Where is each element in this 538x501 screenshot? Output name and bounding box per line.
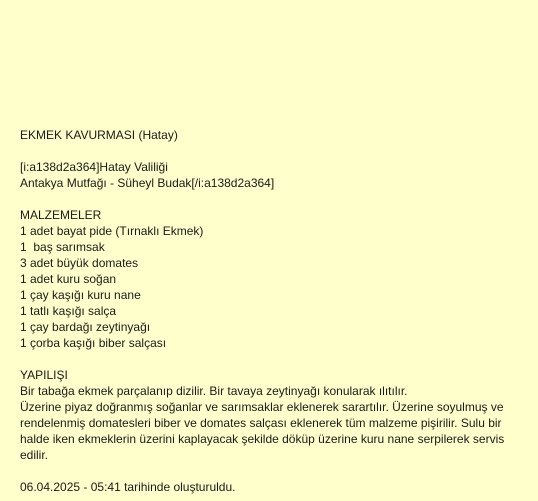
ingredient-item: 1 çay kaşığı kuru nane — [20, 288, 141, 302]
spacer — [20, 143, 525, 159]
spacer — [20, 191, 525, 207]
source-line-2: Antakya Mutfağı - Süheyl Budak[/i:a138d2a364] — [20, 176, 275, 190]
method-heading: YAPILIŞI — [20, 368, 68, 382]
ingredient-item: 1 adet kuru soğan — [20, 272, 117, 286]
method-step: Bir tabağa ekmek parçalanıp dizilir. Bir tavaya zeytinyağı konularak ılıtılır. — [20, 384, 408, 398]
source-line-1: [i:a138d2a364]Hatay Valiliği — [20, 160, 168, 174]
ingredient-item: 1 çay bardağı zeytinyağı — [20, 320, 151, 334]
ingredient-item: 1 baş sarımsak — [20, 240, 105, 254]
ingredient-item: 3 adet büyük domates — [20, 256, 139, 270]
ingredients-heading: MALZEMELER — [20, 208, 102, 222]
ingredient-item: 1 adet bayat pide (Tırnaklı Ekmek) — [20, 224, 204, 238]
recipe-document — [20, 127, 525, 495]
created-footer: 06.04.2025 - 05:41 tarihinde oluşturuldu. — [20, 480, 236, 494]
ingredient-item: 1 çorba kaşığı biber salçası — [20, 336, 167, 350]
spacer — [20, 351, 525, 367]
ingredient-item: 1 tatlı kaşığı salça — [20, 304, 117, 318]
spacer — [20, 463, 525, 479]
method-step: Üzerine piyaz doğranmış soğanlar ve sarımsaklar eklenerek sarartılır. Üzerine soyulmuş ve rendelenmiş domatesleri biber ve domates salçası eklenerek tüm malzeme pişirilir. Sulu bir halde iken ekmeklerin üzerini kaplayacak şekilde döküp üzerine kuru nane serpilerek servis edilir. — [20, 400, 508, 462]
recipe-title: EKMEK KAVURMASI (Hatay) — [20, 128, 178, 142]
